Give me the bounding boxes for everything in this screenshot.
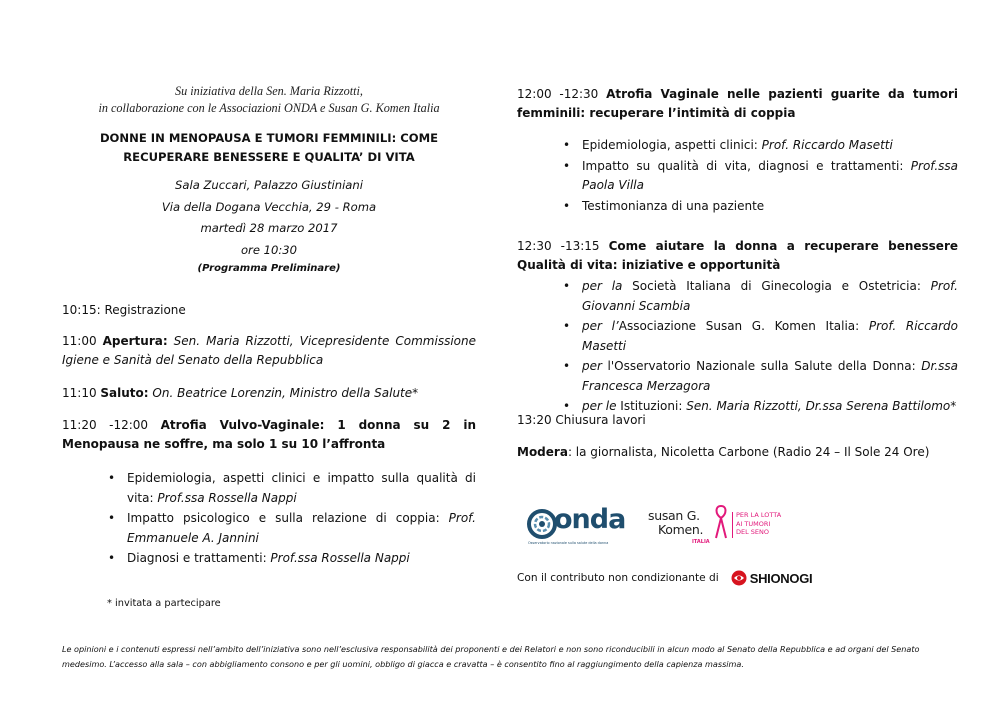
list-item: • Testimonianza di una paziente [517, 197, 958, 217]
apertura-speaker: Sen. Maria Rizzotti, Vicepresidente Commissione Igiene e Sanità del Senato della Repubblica [62, 334, 476, 367]
session-1-title: Atrofia Vulvo-Vaginale: 1 donna su 2 in Menopausa ne soffre, ma solo 1 su 10 l’affronta [62, 418, 476, 451]
list-item: • per l'Osservatorio Nazionale sulla Salute della Donna: Dr.ssa Francesca Merzagora [563, 359, 958, 393]
saluto-label: Saluto: [100, 386, 149, 400]
komen-tagline: PER LA LOTTA AI TUMORI DEL SENO [736, 511, 782, 536]
bullet-icon: • [108, 471, 116, 485]
disclaimer-footer: Le opinioni e i contenuti espressi nell’ambito dell’iniziativa sono nell’esclusiva responsabilità dei proponenti e dei Relatori e non sono riconducibili in alcun modo al Senato della Repubblica e ad organi del Senato medesimo. L’accesso alla sala – con abbigliamento consono e per gli uomini, obbligo di giacca e cravatta – è consentito fino al raggiungimento della capienza massima. [62, 644, 920, 669]
list-item: • Impatto su qualità di vita, diagnosi e trattamenti: Prof.ssa Paola Villa [563, 158, 958, 192]
onda-subtitle: Osservatorio nazionale sulla salute della donna [528, 541, 609, 545]
list-item: • per l’Associazione Susan G. Komen Italia: Prof. Riccardo Masetti [563, 319, 958, 353]
moderator-text: : la giornalista, Nicoletta Carbone (Radio 24 – Il Sole 24 Ore) [567, 445, 930, 459]
shionogi-emblem-icon [731, 570, 747, 586]
event-time: ore 10:30 [240, 242, 298, 257]
bullet-icon: • [563, 279, 571, 293]
session-2-heading [517, 85, 958, 123]
bullet-icon: • [563, 198, 571, 213]
sponsor-logos [524, 500, 944, 550]
header-line-1: Su iniziativa della Sen. Maria Rizzotti, [175, 84, 363, 98]
saluto-time: 11:10 [62, 386, 101, 400]
bullet-icon: • [563, 359, 571, 373]
list-item: • per le Istituzioni: Sen. Maria Rizzotti, Dr.ssa Serena Battilomo* [517, 397, 958, 417]
komen-divider [732, 512, 733, 538]
bullet-icon: • [563, 319, 571, 333]
session-1-list [62, 469, 476, 570]
moderator-line [517, 443, 958, 462]
bullet-icon: • [563, 399, 571, 413]
onda-logo [524, 506, 634, 546]
pink-ribbon-icon [714, 504, 728, 540]
apertura-label: Apertura: [102, 334, 168, 348]
saluto-speaker: On. Beatrice Lorenzin, Ministro della Salute* [148, 386, 419, 400]
bullet-icon: • [108, 511, 116, 525]
contribution-line [517, 570, 812, 586]
registration-line: 10:15: Registrazione [62, 303, 186, 317]
header-line-2: in collaborazione con le Associazioni ONDA e Susan G. Komen Italia [98, 101, 440, 115]
komen-logo [648, 504, 808, 550]
bullet-icon: • [563, 158, 571, 173]
apertura-item [62, 332, 476, 370]
bullet-icon: • [563, 138, 571, 152]
session-2-list [517, 136, 958, 217]
session-2-title: Atrofia Vaginale nelle pazienti guarite da tumori femminili: recuperare l’intimità di coppia [517, 87, 958, 120]
apertura-time: 11:00 [62, 334, 103, 348]
venue-room: Sala Zuccari, Palazzo Giustiniani [175, 178, 363, 192]
list-item: • Epidemiologia, aspetti clinici: Prof. Riccardo Masetti [517, 136, 958, 156]
list-item: • Diagnosi e trattamenti: Prof.ssa Rossella Nappi [62, 549, 476, 569]
venue-address: Via della Dogana Vecchia, 29 - Roma [161, 199, 377, 214]
moderator-label: Modera [517, 445, 568, 459]
onda-wordmark: onda [554, 504, 626, 535]
preliminary-label: (Programma Preliminare) [197, 263, 341, 274]
event-date: martedì 28 marzo 2017 [200, 221, 338, 235]
list-item: • Epidemiologia, aspetti clinici e impatto sulla qualità di vita: Prof.ssa Rossella Nappi [108, 471, 476, 505]
shionogi-wordmark: SHIONOGI [749, 570, 813, 586]
bullet-icon: • [108, 551, 116, 565]
session-3-list [517, 277, 958, 418]
document-title: DONNE IN MENOPAUSA E TUMORI FEMMINILI: COME RECUPERARE BENESSERE E QUALITA’ DI VITA [99, 131, 439, 164]
komen-line-3: ITALIA [692, 539, 710, 545]
closing-line: 13:20 Chiusura lavori [517, 413, 646, 427]
session-3-time: 12:30 -13:15 [517, 239, 609, 253]
session-3-title: Come aiutare la donna a recuperare benessere Qualità di vita: iniziative e opportunità [517, 239, 958, 272]
session-1-heading [62, 416, 476, 454]
shionogi-logo [731, 570, 813, 586]
invited-note: * invitata a partecipare [107, 598, 221, 609]
contribution-text: Con il contributo non condizionante di [517, 572, 719, 584]
komen-line-2: Komen. [658, 522, 704, 537]
komen-line-1: susan G. [648, 508, 700, 523]
list-item: • per la Società Italiana di Ginecologia e Ostetricia: Prof. Giovanni Scambia [563, 279, 958, 313]
session-3-heading [517, 237, 958, 275]
session-1-time: 11:20 -12:00 [62, 418, 161, 432]
saluto-item [62, 384, 476, 403]
list-item: • Impatto psicologico e sulla relazione di coppia: Prof. Emmanuele A. Jannini [108, 511, 476, 545]
session-2-time: 12:00 -12:30 [517, 87, 607, 101]
